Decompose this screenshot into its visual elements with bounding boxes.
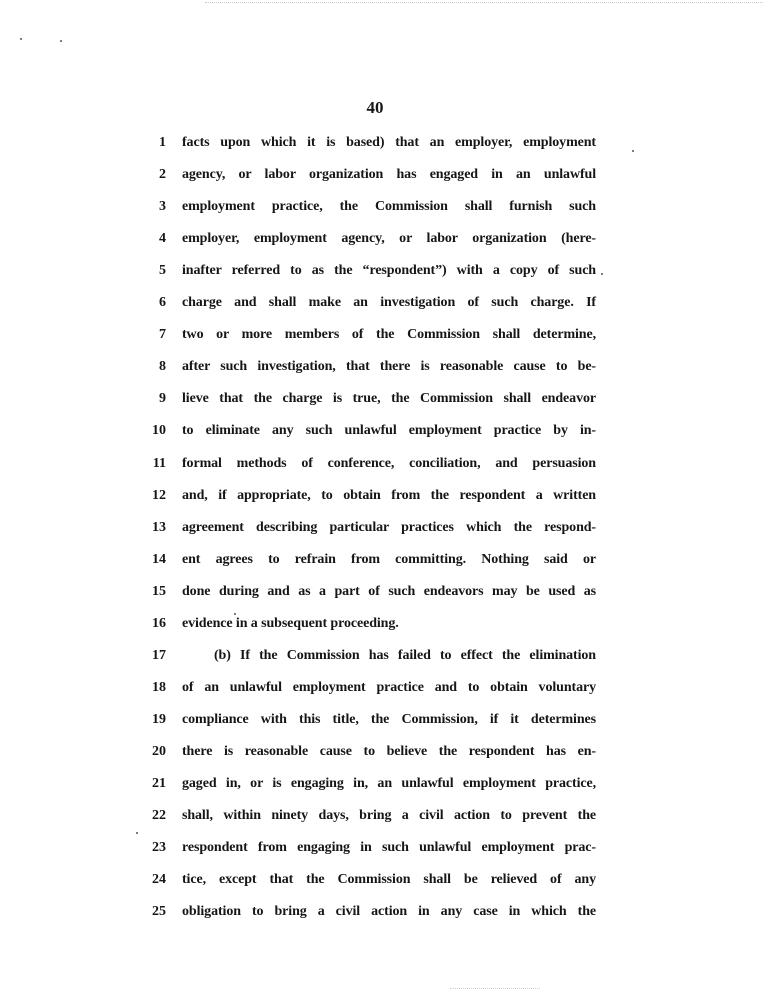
line-text: and, if appropriate, to obtain from the respondent a written [182,488,596,503]
line-number: 7 [159,327,166,342]
line-text: formal methods of conference, conciliation, and persuasion [182,456,596,471]
line-number: 13 [152,520,166,535]
line-text: employer, employment agency, or labor organization (here- [182,231,596,246]
line-text: after such investigation, that there is reasonable cause to be- [182,359,596,374]
scan-speck [601,273,603,275]
line-text: (b) If the Commission has failed to effect the elimination [214,648,596,663]
line-number: 15 [152,584,166,599]
line-text: there is reasonable cause to believe the respondent has en- [182,744,596,759]
line-number: 21 [152,776,166,791]
line-number: 14 [152,552,166,567]
page-number: 40 [366,98,384,117]
scan-speck [60,40,62,42]
line-text: of an unlawful employment practice and to obtain voluntary [182,680,596,695]
line-number: 18 [152,680,166,695]
line-number: 2 [159,167,166,182]
line-number: 3 [159,199,166,214]
line-text: respondent from engaging in such unlawful employment prac- [182,840,596,855]
line-text: lieve that the charge is true, the Commission shall endeavor [182,391,596,406]
line-text: agreement describing particular practices which the respond- [182,520,596,535]
top-edge-dots [205,2,763,3]
line-text: done during and as a part of such endeavors may be used as [182,584,596,599]
line-text: two or more members of the Commission shall determine, [182,327,596,342]
line-text: tice, except that the Commission shall be relieved of any [182,872,596,887]
line-text: inafter referred to as the “respondent”) with a copy of such [182,263,596,278]
line-text: compliance with this title, the Commission, if it determines [182,712,596,727]
line-number: 24 [152,872,166,887]
line-number: 8 [159,359,166,374]
line-number: 16 [152,616,166,631]
line-number: 1 [159,135,166,150]
line-text: shall, within ninety days, bring a civil action to prevent the [182,808,596,823]
line-text: gaged in, or is engaging in, an unlawful employment practice, [182,776,596,791]
line-number: 6 [159,295,166,310]
line-text: charge and shall make an investigation of such charge. If [182,295,596,310]
line-number: 19 [152,712,166,727]
line-text: to eliminate any such unlawful employment practice by in- [182,423,596,438]
line-text: ent agrees to refrain from committing. Nothing said or [182,552,596,567]
line-number: 12 [152,488,166,503]
scan-speck [136,832,138,834]
line-number: 9 [159,391,166,406]
line-number: 23 [152,840,166,855]
line-text: agency, or labor organization has engaged in an unlawful [182,167,596,182]
line-number: 25 [152,904,166,919]
line-number: 22 [152,808,166,823]
scan-speck [632,150,634,152]
bottom-edge-dots [450,988,540,989]
line-number: 20 [152,744,166,759]
line-number: 10 [152,423,166,438]
line-text: facts upon which it is based) that an employer, employment [182,135,596,150]
line-number: 11 [152,456,166,471]
scan-speck [20,38,22,40]
line-text: obligation to bring a civil action in any case in which the [182,904,596,919]
line-number: 5 [159,263,166,278]
line-number: 17 [152,648,166,663]
line-text: evidence in a subsequent proceeding. [182,616,399,631]
line-number: 4 [159,231,166,246]
line-text: employment practice, the Commission shall furnish such [182,199,596,214]
